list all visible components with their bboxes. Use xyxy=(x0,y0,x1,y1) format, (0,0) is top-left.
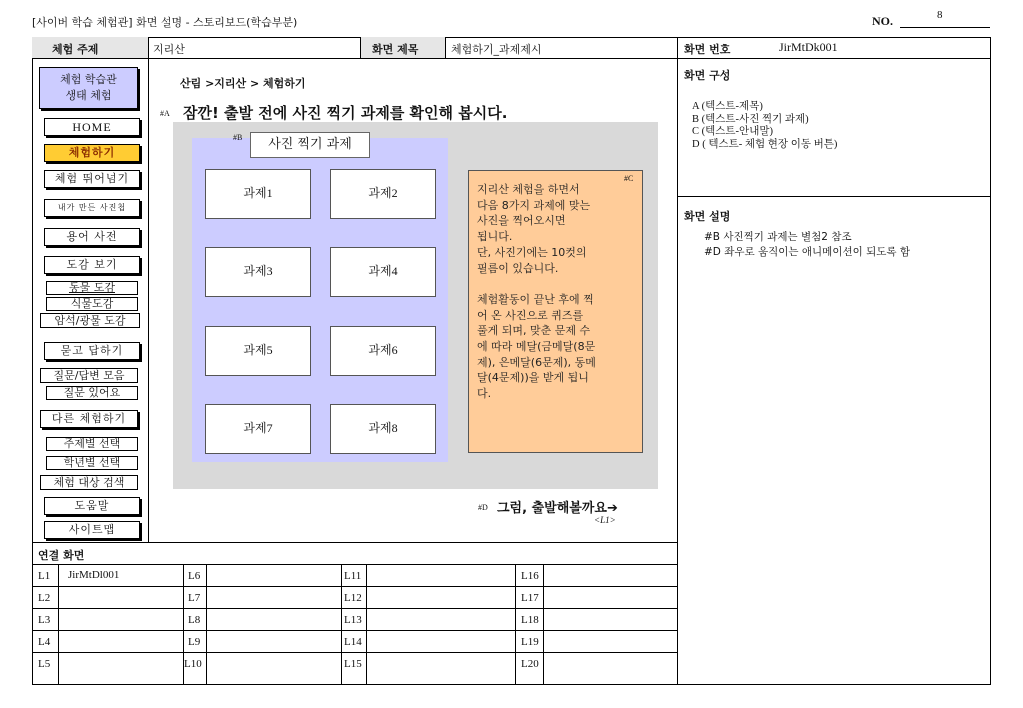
right-panel-divider xyxy=(677,37,678,685)
sidebar-header-line2: 생태 체험 xyxy=(65,89,112,102)
screen-number-label: 화면 번호 xyxy=(684,43,731,56)
breadcrumb: 산림 >지리산 > 체험하기 xyxy=(180,77,306,90)
sidebar-item-qa[interactable]: 묻고 답하기 xyxy=(44,342,140,360)
screen-title-value: 체험하기_과제제시 xyxy=(451,43,542,56)
links-header-line xyxy=(32,564,678,565)
guide-line: 단, 사진기에는 10컷의 xyxy=(477,245,587,259)
link-label: L9 xyxy=(188,636,201,648)
guide-line xyxy=(477,276,637,292)
link-label: L7 xyxy=(188,592,201,604)
sidebar-item-rocks[interactable]: 암석/광물 도감 xyxy=(40,313,140,328)
link-label: L15 xyxy=(344,658,362,670)
sidebar-item-plants[interactable]: 식물도감 xyxy=(46,297,138,311)
guide-line: 에 따라 메달(금메달(8문 xyxy=(477,340,596,354)
link-label: L20 xyxy=(521,658,539,670)
links-col-line xyxy=(341,564,342,685)
sidebar-home-button[interactable]: HOME xyxy=(44,118,140,136)
link-label: L5 xyxy=(38,658,51,670)
guide-line: 제), 은메달(6문제), 동메 xyxy=(477,355,596,369)
guide-line: 달(4문제))을 받게 됩니 xyxy=(477,371,589,385)
start-link-ref: <L1> xyxy=(594,515,616,525)
task-1[interactable]: 과제1 xyxy=(205,169,311,219)
links-col-line xyxy=(543,564,544,685)
sidebar-active-button[interactable]: 체험하기 xyxy=(44,144,140,162)
document-title: [사이버 학습 체험관] 화면 설명 - 스토리보드(학습부분) xyxy=(32,16,298,29)
guide-line: 다. xyxy=(477,387,492,401)
task-7[interactable]: 과제7 xyxy=(205,404,311,454)
guide-text xyxy=(477,182,637,402)
link-label: L19 xyxy=(521,636,539,648)
description-item: #D 좌우로 움직이는 애니메이션이 되도록 함 xyxy=(704,246,911,258)
start-button-label: 그럼, 출발해볼까요 xyxy=(497,501,607,516)
link-label: L11 xyxy=(344,570,362,582)
theme-label: 체험 주제 xyxy=(52,43,99,56)
sidebar-item-dictionary[interactable]: 용어 사전 xyxy=(44,228,140,246)
frame-left xyxy=(32,37,33,685)
sidebar-item-skip[interactable]: 체험 뛰어넘기 xyxy=(44,170,140,188)
links-top-line xyxy=(32,542,678,543)
tag-b: #B xyxy=(233,133,243,142)
link-label: L3 xyxy=(38,614,51,626)
composition-item: C (텍스트-안내말) xyxy=(692,126,773,137)
link-value[interactable]: JirMtDl001 xyxy=(68,569,120,581)
link-label: L10 xyxy=(184,658,202,670)
link-label: L8 xyxy=(188,614,201,626)
sidebar-header xyxy=(39,67,138,109)
sidebar-item-my-album[interactable]: 내가 만든 사진첩 xyxy=(44,199,140,217)
page-number-label: NO. xyxy=(872,14,893,28)
sidebar-item-ask[interactable]: 질문 있어요 xyxy=(46,386,138,400)
composition-list xyxy=(692,101,837,151)
link-label: L1 xyxy=(38,570,51,582)
description-list xyxy=(704,230,910,260)
page-number-value: 8 xyxy=(937,9,943,21)
sidebar-item-qa-collection[interactable]: 질문/답변 모음 xyxy=(40,368,138,383)
links-col-line xyxy=(58,564,59,685)
links-col-line xyxy=(515,564,516,685)
sidebar-item-other-experience[interactable]: 다른 체험하기 xyxy=(40,410,138,428)
links-title: 연결 화면 xyxy=(38,549,85,562)
sidebar-item-by-grade[interactable]: 학년별 선택 xyxy=(46,456,138,470)
description-title: 화면 설명 xyxy=(684,210,731,223)
task-4[interactable]: 과제4 xyxy=(330,247,436,297)
right-panel-middle-divider xyxy=(677,196,991,197)
tag-c: #C xyxy=(624,174,634,183)
screen-title-label: 화면 제목 xyxy=(372,43,419,56)
tag-d: #D xyxy=(478,503,488,512)
arrow-right-icon: ➔ xyxy=(606,501,618,516)
guide-line: 어 온 사진으로 퀴즈를 xyxy=(477,308,584,322)
sidebar-item-encyclopedia[interactable]: 도감 보기 xyxy=(44,256,140,274)
link-label: L6 xyxy=(188,570,201,582)
composition-title: 화면 구성 xyxy=(684,69,731,82)
sidebar-item-help[interactable]: 도움말 xyxy=(44,497,140,515)
task-box-title: 사진 찍기 과제 xyxy=(250,132,370,158)
sidebar-header-line1: 체험 학습관 xyxy=(60,73,117,86)
links-col-line xyxy=(366,564,367,685)
info-divider-2 xyxy=(445,37,446,58)
task-5[interactable]: 과제5 xyxy=(205,326,311,376)
composition-item: D ( 텍스트- 체험 현장 이동 버튼) xyxy=(692,138,838,150)
guide-line: 지리산 체험을 하면서 xyxy=(477,183,580,196)
links-row-line xyxy=(32,630,678,631)
link-label: L16 xyxy=(521,570,539,582)
links-row-line xyxy=(32,586,678,587)
link-label: L13 xyxy=(344,614,362,626)
task-2[interactable]: 과제2 xyxy=(330,169,436,219)
links-row-line xyxy=(32,608,678,609)
sidebar-item-sitemap[interactable]: 사이트맵 xyxy=(44,521,140,539)
frame-bottom xyxy=(32,684,991,685)
link-label: L18 xyxy=(521,614,539,626)
link-label: L2 xyxy=(38,592,51,604)
guide-line: 필름이 있습니다. xyxy=(477,261,559,275)
guide-line: 됩니다. xyxy=(477,230,513,244)
link-label: L14 xyxy=(344,636,362,648)
frame-right xyxy=(990,37,991,685)
theme-value: 지리산 xyxy=(153,43,185,56)
description-item: #B 사진찍기 과제는 별첨2 참조 xyxy=(704,231,852,243)
link-label: L4 xyxy=(38,636,51,648)
sidebar-item-search[interactable]: 체험 대상 검색 xyxy=(40,475,138,490)
guide-line: 다음 8가지 과제에 맞는 xyxy=(477,198,591,212)
links-row-line xyxy=(32,652,678,653)
guide-line: 풀게 되며, 맞춘 문제 수 xyxy=(477,324,591,338)
sidebar-item-by-topic[interactable]: 주제별 선택 xyxy=(46,437,138,451)
link-label: L17 xyxy=(521,592,539,604)
sidebar-divider xyxy=(148,37,149,542)
composition-item: A (텍스트-제목) xyxy=(692,101,763,112)
page-heading: 잠깐! 출발 전에 사진 찍기 과제를 확인해 봅시다. xyxy=(183,104,508,122)
frame-top xyxy=(32,37,991,38)
links-col-line xyxy=(206,564,207,685)
guide-line: 체험활동이 끝난 후에 찍 xyxy=(477,292,594,306)
task-8[interactable]: 과제8 xyxy=(330,404,436,454)
link-label: L12 xyxy=(344,592,362,604)
guide-line: 사진을 찍어오시면 xyxy=(477,214,566,228)
task-3[interactable]: 과제3 xyxy=(205,247,311,297)
composition-item: B (텍스트-사진 찍기 과제) xyxy=(692,113,809,125)
info-row-divider xyxy=(32,58,991,59)
page-number-underline xyxy=(900,27,990,28)
start-button[interactable] xyxy=(497,497,618,516)
screen-number-value: JirMtDk001 xyxy=(779,40,838,54)
task-6[interactable]: 과제6 xyxy=(330,326,436,376)
sidebar-item-animals[interactable]: 동물 도감 xyxy=(46,281,138,295)
tag-a: #A xyxy=(160,109,170,118)
